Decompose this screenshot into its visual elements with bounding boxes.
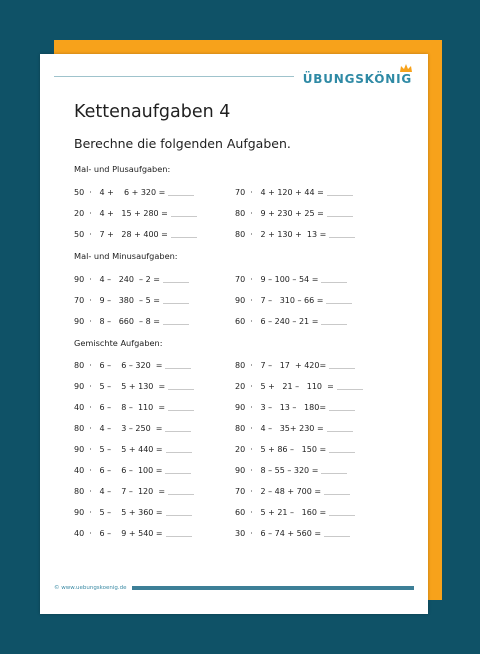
task-item: 80 · 9 + 230 + 25 = [235, 208, 353, 218]
brand-logo: ÜBUNGSKÖNIG [302, 72, 412, 86]
section-heading: Mal- und Minusaufgaben: [74, 251, 178, 261]
task-item: 40 · 6 – 8 – 110 = [74, 402, 194, 412]
task-item: 80 · 6 – 6 – 320 = [74, 360, 191, 370]
task-item: 60 · 6 – 240 – 21 = [235, 316, 347, 326]
worksheet [40, 54, 428, 614]
task-item: 70 · 2 – 48 + 700 = [235, 486, 350, 496]
task-item: 70 · 9 – 100 – 54 = [235, 274, 347, 284]
task-item: 90 · 7 – 310 – 66 = [235, 295, 352, 305]
task-item: 80 · 2 + 130 + 13 = [235, 229, 355, 239]
task-item: 90 · 5 – 5 + 440 = [74, 444, 192, 454]
header-rule [54, 76, 294, 77]
task-item: 20 · 4 + 15 + 280 = [74, 208, 197, 218]
task-item: 90 · 5 – 5 + 130 = [74, 381, 194, 391]
task-item: 80 · 7 – 17 + 420= [235, 360, 355, 370]
task-item: 50 · 7 + 28 + 400 = [74, 229, 197, 239]
task-item: 50 · 4 + 6 + 320 = [74, 187, 194, 197]
task-item: 90 · 8 – 660 – 8 = [74, 316, 189, 326]
task-item: 80 · 4 – 35+ 230 = [235, 423, 353, 433]
section-heading: Mal- und Plusaufgaben: [74, 164, 171, 174]
worksheet-title: Kettenaufgaben 4 [74, 102, 231, 122]
task-item: 70 · 4 + 120 + 44 = [235, 187, 353, 197]
task-item: 80 · 4 – 3 – 250 = [74, 423, 191, 433]
task-item: 90 · 8 – 55 – 320 = [235, 465, 347, 475]
task-item: 90 · 3 – 13 – 180= [235, 402, 355, 412]
section-heading: Gemischte Aufgaben: [74, 338, 163, 348]
task-item: 20 · 5 + 86 – 150 = [235, 444, 355, 454]
task-item: 40 · 6 – 6 – 100 = [74, 465, 191, 475]
task-item: 90 · 5 – 5 + 360 = [74, 507, 192, 517]
crown-icon [400, 64, 412, 72]
task-item: 70 · 9 – 380 – 5 = [74, 295, 189, 305]
task-item: 60 · 5 + 21 – 160 = [235, 507, 355, 517]
task-item: 20 · 5 + 21 – 110 = [235, 381, 363, 391]
instruction-text: Berechne die folgenden Aufgaben. [74, 136, 291, 151]
footer-bar [132, 586, 414, 590]
footer-url: © www.uebungskoenig.de [54, 585, 127, 591]
task-item: 80 · 4 – 7 – 120 = [74, 486, 194, 496]
task-item: 30 · 6 – 74 + 560 = [235, 528, 350, 538]
task-item: 40 · 6 – 9 + 540 = [74, 528, 192, 538]
task-item: 90 · 4 – 240 – 2 = [74, 274, 189, 284]
